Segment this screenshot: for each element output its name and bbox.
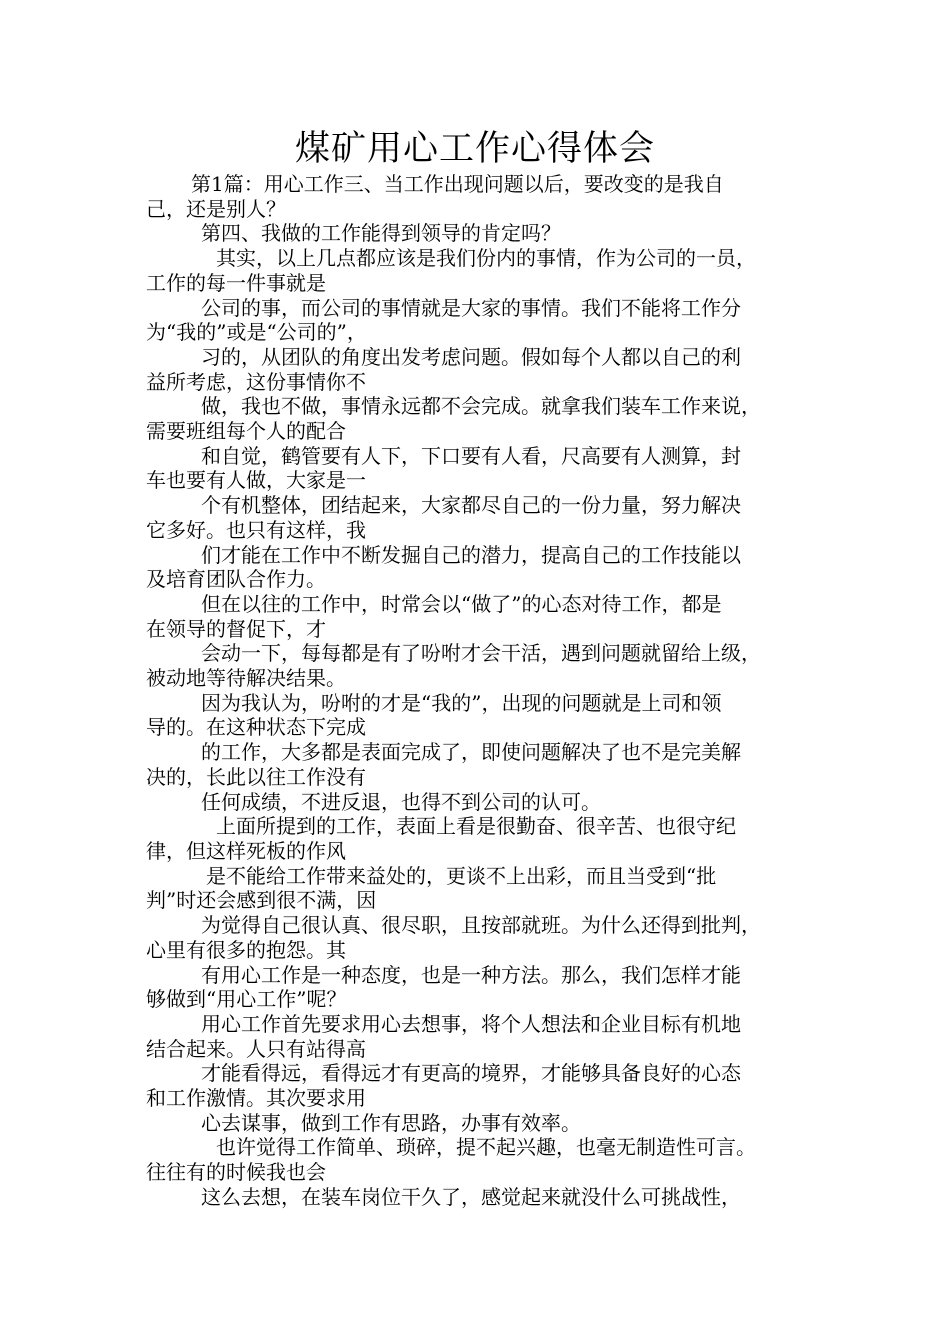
paragraph-line: 做，我也不做，事情永远都不会完成。就拿我们装车工作来说， — [201, 394, 761, 419]
paragraph — [146, 814, 826, 863]
paragraph-line: 需要班组每个人的配合 — [146, 419, 346, 444]
paragraph-line: 因为我认为，吩咐的才是“我的”，出现的问题就是上司和领 — [201, 690, 722, 715]
paragraph — [146, 296, 826, 345]
paragraph — [146, 1185, 826, 1210]
paragraph-line: 和工作激情。其次要求用 — [146, 1086, 366, 1111]
paragraph — [146, 592, 826, 641]
paragraph-line: 和自觉，鹤管要有人下，下口要有人看，尺高要有人测算，封 — [201, 443, 741, 468]
paragraph — [146, 691, 826, 740]
paragraph-line: 用心工作首先要求用心去想事，将个人想法和企业目标有机地 — [201, 1011, 741, 1036]
paragraph — [146, 1135, 826, 1184]
paragraph — [146, 1012, 826, 1061]
paragraph-line: 有用心工作是一种态度，也是一种方法。那么，我们怎样才能 — [201, 962, 741, 987]
paragraph-line: 这么去想，在装车岗位干久了，感觉起来就没什么可挑战性， — [201, 1184, 741, 1209]
paragraph-line: 也许觉得工作简单、琐碎，提不起兴趣，也毫无制造性可言。 — [216, 1135, 756, 1160]
paragraph — [146, 246, 826, 295]
paragraph — [146, 740, 826, 789]
paragraph — [146, 345, 826, 394]
paragraph-line: 决的，长此以往工作没有 — [146, 764, 366, 789]
paragraph-line: 公司的事，而公司的事情就是大家的事情。我们不能将工作分 — [201, 295, 741, 320]
paragraph-line: 结合起来。人只有站得高 — [146, 1036, 366, 1061]
paragraph-line: 的工作，大多都是表面完成了，即使问题解决了也不是完美解 — [201, 740, 741, 765]
paragraph-line: 第1篇：用心工作三、当工作出现问题以后，要改变的是我自 — [191, 172, 724, 196]
paragraph-line: 导的。在这种状态下完成 — [146, 715, 366, 740]
paragraph-line: 心里有很多的抱怨。其 — [146, 937, 346, 962]
paragraph-line: 往往有的时候我也会 — [146, 1160, 326, 1185]
paragraph — [146, 444, 826, 493]
paragraph-line: 第四、我做的工作能得到领导的肯定吗？ — [201, 221, 561, 246]
paragraph-line: 但在以往的工作中，时常会以“做了”的心态对待工作，都是 — [201, 591, 722, 616]
paragraph-line: 工作的每一件事就是 — [146, 270, 326, 295]
paragraph-line: 益所考虑，这份事情你不 — [146, 369, 366, 394]
paragraph — [146, 172, 826, 221]
paragraph-line: 在领导的督促下，才 — [146, 616, 326, 641]
paragraph-line: 及培育团队合作力。 — [146, 567, 326, 592]
paragraph-line: 律，但这样死板的作风 — [146, 838, 346, 863]
paragraph — [146, 493, 826, 542]
paragraph — [146, 1061, 826, 1110]
paragraph-line: 们才能在工作中不断发掘自己的潜力，提高自己的工作技能以 — [201, 542, 741, 567]
paragraph-line: 心去谋事，做到工作有思路，办事有效率。 — [201, 1110, 581, 1135]
paragraph-line: 判”时还会感到很不满，因 — [146, 888, 377, 913]
paragraph — [146, 963, 826, 1012]
paragraph — [146, 1111, 826, 1136]
paragraph — [146, 394, 826, 443]
paragraph-line: 才能看得远，看得远才有更高的境界，才能够具备良好的心态 — [201, 1061, 741, 1086]
paragraph-line: 习的，从团队的角度出发考虑问题。假如每个人都以自己的利 — [201, 344, 741, 369]
document-body — [146, 172, 826, 1210]
paragraph-line: 是不能给工作带来益处的，更谈不上出彩，而且当受到“批 — [206, 863, 717, 888]
paragraph-line: 够做到“用心工作”呢？ — [146, 987, 347, 1012]
paragraph-line: 其实，以上几点都应该是我们份内的事情，作为公司的一员， — [216, 246, 756, 271]
paragraph — [146, 221, 826, 246]
paragraph-line: 会动一下，每每都是有了吩咐才会干活，遇到问题就留给上级， — [201, 641, 761, 666]
paragraph — [146, 864, 826, 913]
paragraph — [146, 913, 826, 962]
paragraph — [146, 641, 826, 690]
document-title: 煤矿用心工作心得体会 — [294, 129, 655, 169]
paragraph-line: 为觉得自己很认真、很尽职，且按部就班。为什么还得到批判， — [201, 913, 761, 938]
paragraph-line: 车也要有人做，大家是一 — [146, 468, 366, 493]
paragraph-line: 己，还是别人？ — [146, 196, 286, 221]
paragraph — [146, 790, 826, 815]
paragraph-line: 个有机整体，团结起来，大家都尽自己的一份力量，努力解决 — [201, 493, 741, 518]
paragraph — [146, 543, 826, 592]
paragraph-line: 上面所提到的工作，表面上看是很勤奋、很辛苦、也很守纪 — [216, 814, 736, 839]
paragraph-line: 被动地等待解决结果。 — [146, 666, 346, 691]
paragraph-line: 它多好。也只有这样，我 — [146, 517, 366, 542]
paragraph-line: 任何成绩，不进反退，也得不到公司的认可。 — [201, 789, 601, 814]
paragraph-line: 为“我的”或是“公司的”， — [146, 320, 367, 345]
